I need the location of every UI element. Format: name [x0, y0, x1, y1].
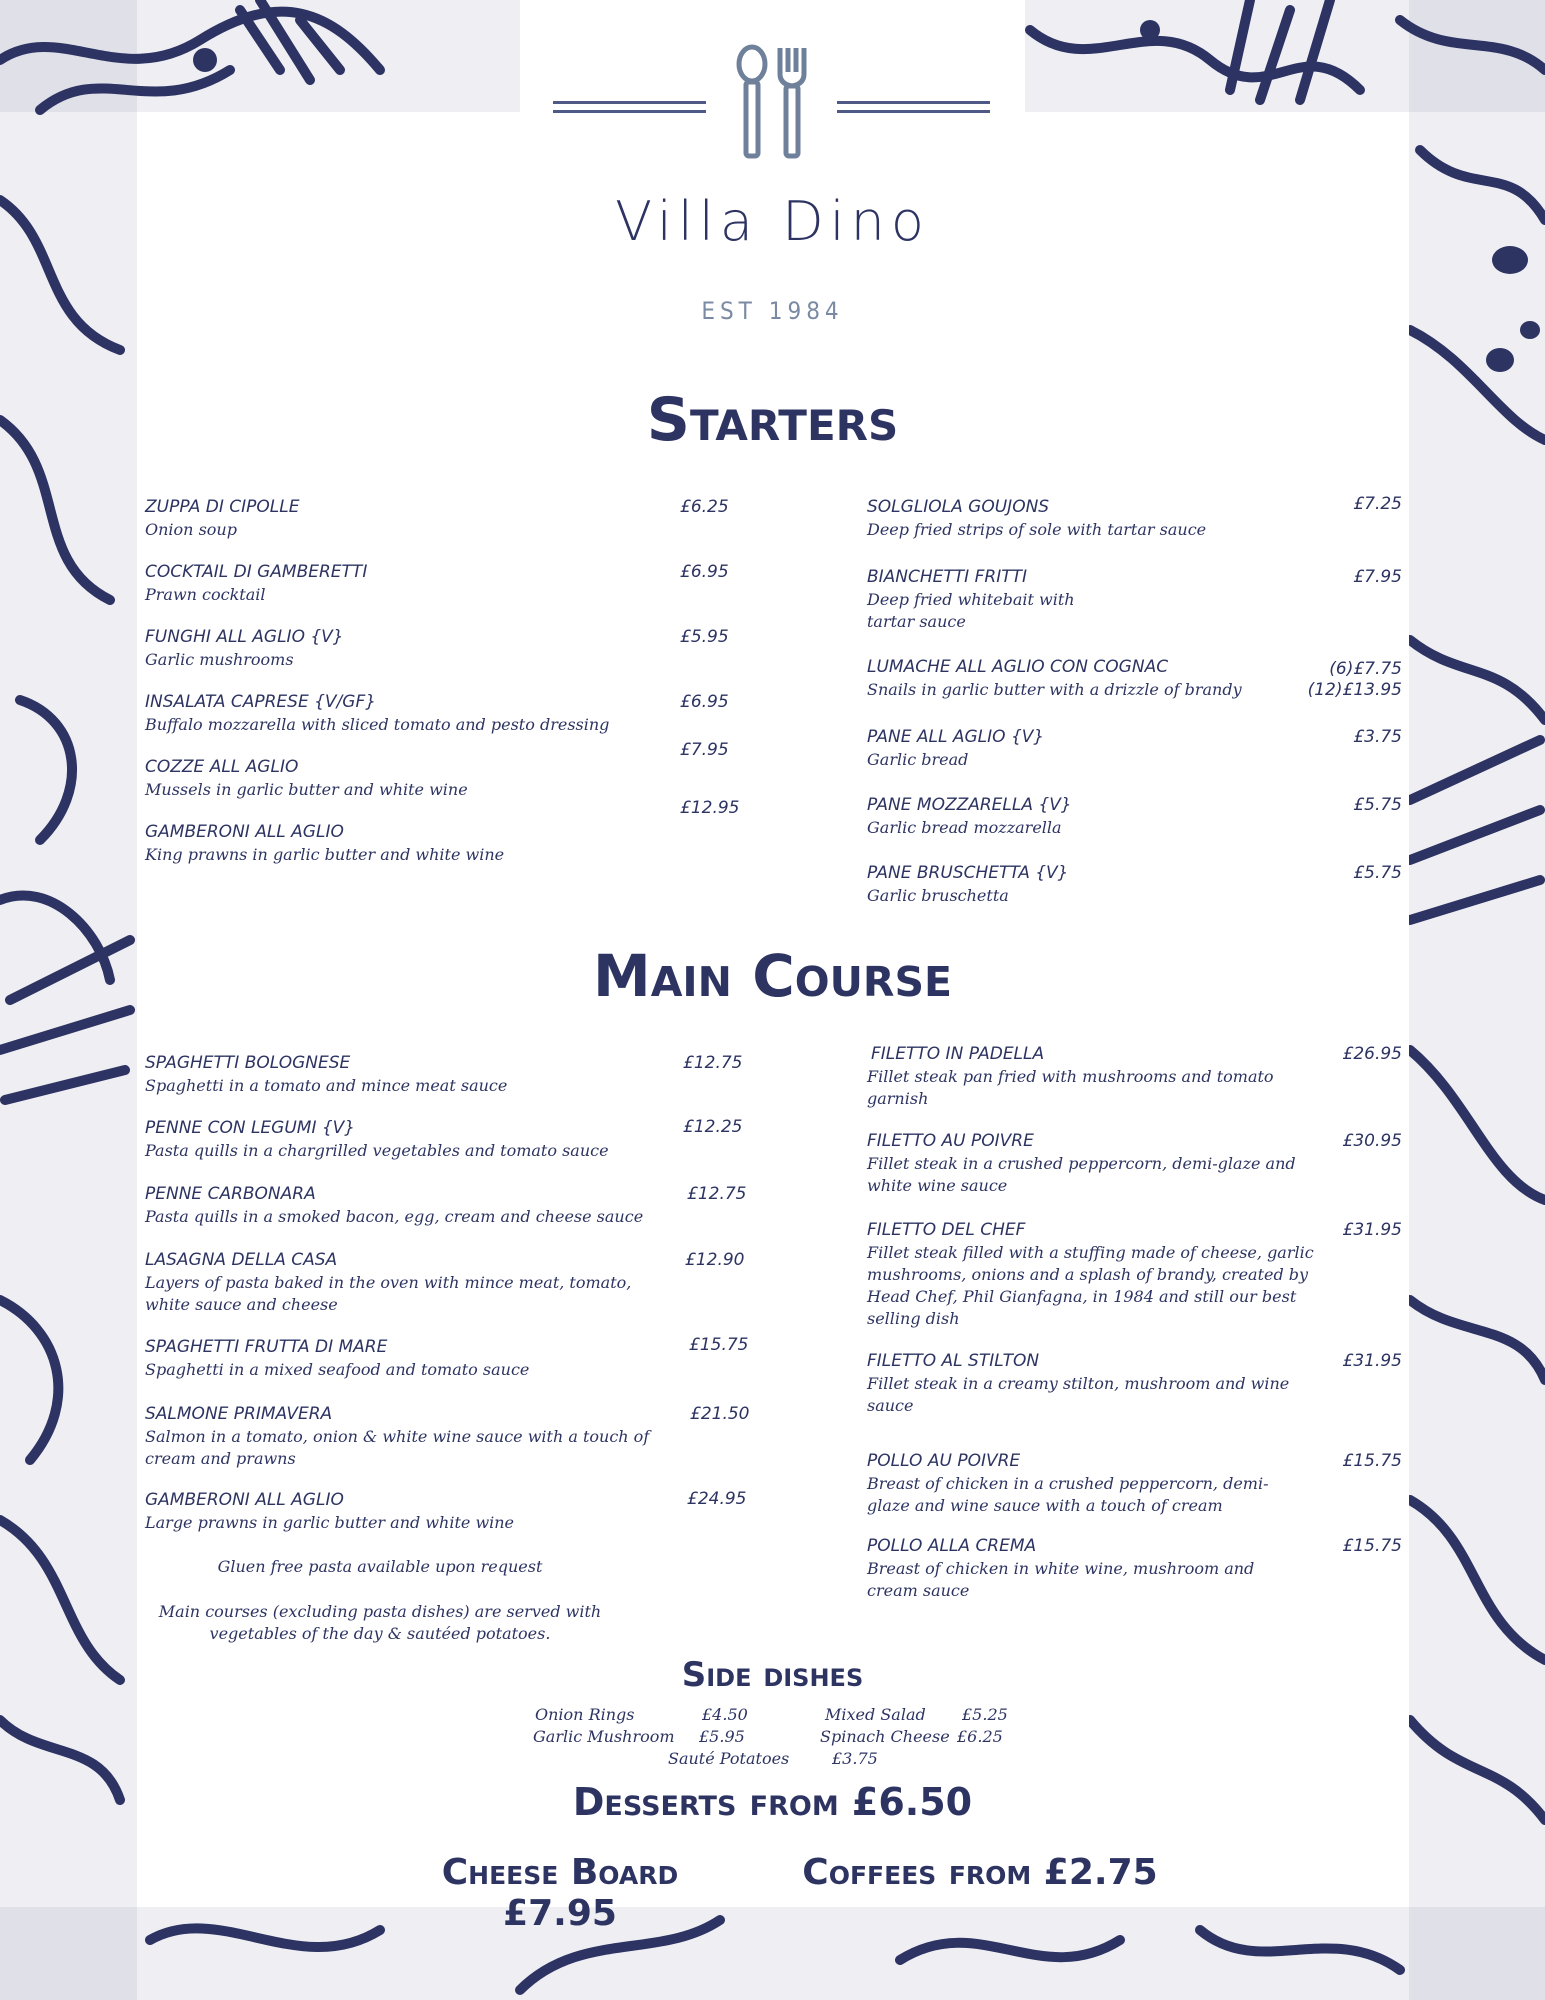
item-name: LUMACHE ALL AGLIO CON COGNAC [867, 657, 1169, 677]
item-description: King prawns in garlic butter and white wine [145, 845, 505, 864]
header-rule-left [553, 101, 706, 113]
side-dish-name: Mixed Salad [825, 1705, 926, 1724]
item-price-large: (12)£13.95 [1307, 680, 1402, 700]
item-name: POLLO ALLA CREMA [867, 1536, 1037, 1556]
item-price: £15.75 [689, 1335, 749, 1355]
restaurant-name: Villa Dino [615, 190, 930, 253]
item-price: £5.95 [680, 627, 729, 647]
side-dish-price: £4.50 [702, 1705, 748, 1724]
item-name: LASAGNA DELLA CASA [145, 1250, 338, 1270]
item-price: £30.95 [1342, 1131, 1402, 1151]
item-name: FUNGHI ALL AGLIO {V} [145, 627, 344, 647]
side-dish-price: £5.25 [962, 1705, 1008, 1724]
side-dish-name: Sauté Potatoes [668, 1749, 790, 1768]
item-name: PENNE CON LEGUMI {V} [145, 1118, 356, 1138]
item-description: Onion soup [145, 520, 237, 539]
item-name: BIANCHETTI FRITTI [867, 567, 1027, 587]
item-description: Fillet steak pan fried with mushrooms and tomato garnish [867, 1067, 1274, 1108]
cheese-board-heading: Cheese Board £7.95 [441, 1852, 679, 1934]
item-price: (6)£7.75 [1329, 659, 1402, 679]
item-price: £12.90 [685, 1250, 745, 1270]
item-price: £6.25 [680, 497, 729, 517]
item-name: FILETTO IN PADELLA [871, 1044, 1045, 1064]
item-description: Salmon in a tomato, onion & white wine sauce with a touch of cream and prawns [145, 1427, 650, 1468]
item-name: PANE ALL AGLIO {V} [867, 727, 1045, 747]
item-name: SALMONE PRIMAVERA [145, 1404, 333, 1424]
item-description: Breast of chicken in a crushed peppercorn, demi-glaze and wine sauce with a touch of cream [867, 1474, 1269, 1515]
coffees-heading: Coffees from £2.75 [802, 1852, 1158, 1893]
item-price: £12.95 [680, 798, 740, 818]
item-description: Garlic bread [867, 750, 969, 769]
item-description: Large prawns in garlic butter and white wine [145, 1513, 515, 1532]
item-description: Deep fried whitebait with tartar sauce [867, 590, 1075, 631]
item-name: ZUPPA DI CIPOLLE [145, 497, 300, 517]
item-description: Fillet steak filled with a stuffing made of cheese, garlic mushrooms, onions and a splash of brandy, created by Head Chef, Phil Gianfagna, in 1984 and still our best selling dish [867, 1243, 1314, 1328]
item-price: £12.75 [687, 1184, 747, 1204]
side-dishes-heading: Side dishes [681, 1655, 864, 1695]
item-price: £15.75 [1342, 1451, 1402, 1471]
item-price: £15.75 [1342, 1536, 1402, 1556]
item-name: FILETTO AL STILTON [867, 1351, 1040, 1371]
item-price: £7.25 [1353, 494, 1402, 514]
item-name: FILETTO AU POIVRE [867, 1131, 1034, 1151]
item-price: £26.95 [1342, 1044, 1402, 1064]
side-dish-price: £6.25 [957, 1727, 1003, 1746]
main-course-heading: Main Course [592, 942, 953, 1010]
item-price: £12.75 [683, 1053, 743, 1073]
item-description: Layers of pasta baked in the oven with mince meat, tomato, white sauce and cheese [145, 1273, 632, 1314]
item-name: SPAGHETTI BOLOGNESE [145, 1053, 351, 1073]
served-with-note: Main courses (excluding pasta dishes) are served with vegetables of the day & sautéed potatoes. [158, 1602, 602, 1643]
item-description: Garlic bruschetta [867, 886, 1009, 905]
side-dish-name: Spinach Cheese [820, 1727, 950, 1746]
item-name: POLLO AU POIVRE [867, 1451, 1021, 1471]
item-price: £5.75 [1353, 795, 1402, 815]
item-description: Fillet steak in a crushed peppercorn, demi-glaze and white wine sauce [867, 1154, 1296, 1195]
item-description: Buffalo mozzarella with sliced tomato and pesto dressing [145, 715, 610, 734]
item-price: £21.50 [690, 1404, 750, 1424]
side-dish-price: £5.95 [699, 1727, 745, 1746]
item-price: £3.75 [1353, 727, 1402, 747]
item-description: Prawn cocktail [145, 585, 266, 604]
gluten-free-note: Gluen free pasta available upon request [217, 1557, 543, 1576]
side-dish-price: £3.75 [832, 1749, 878, 1768]
side-dish-name: Onion Rings [535, 1705, 635, 1724]
item-description: Fillet steak in a creamy stilton, mushroom and wine sauce [867, 1374, 1290, 1415]
item-name: PANE MOZZARELLA {V} [867, 795, 1072, 815]
item-name: SPAGHETTI FRUTTA DI MARE [145, 1337, 388, 1357]
item-name: PENNE CARBONARA [145, 1184, 316, 1204]
item-description: Breast of chicken in white wine, mushroom and cream sauce [867, 1559, 1255, 1600]
desserts-heading: Desserts from £6.50 [572, 1780, 973, 1824]
item-price: £24.95 [687, 1489, 747, 1509]
item-name: COZZE ALL AGLIO [145, 757, 299, 777]
item-name: GAMBERONI ALL AGLIO [145, 1490, 344, 1510]
item-price: £6.95 [680, 692, 729, 712]
item-description: Garlic mushrooms [145, 650, 294, 669]
item-description: Pasta quills in a chargrilled vegetables and tomato sauce [145, 1141, 609, 1160]
item-name: COCKTAIL DI GAMBERETTI [145, 562, 368, 582]
item-name: GAMBERONI ALL AGLIO [145, 822, 344, 842]
item-name: INSALATA CAPRESE {V/GF} [145, 692, 377, 712]
cutlery-icon [732, 44, 814, 160]
item-price: £12.25 [683, 1117, 743, 1137]
side-dish-name: Garlic Mushroom [533, 1727, 675, 1746]
item-description: Pasta quills in a smoked bacon, egg, cream and cheese sauce [145, 1207, 644, 1226]
established-year: EST 1984 [701, 297, 844, 325]
item-price: £7.95 [1353, 567, 1402, 587]
item-description: Spaghetti in a tomato and mince meat sauce [145, 1076, 508, 1095]
item-name: FILETTO DEL CHEF [867, 1220, 1026, 1240]
item-price: £7.95 [680, 740, 729, 760]
item-price: £31.95 [1342, 1220, 1402, 1240]
item-price: £5.75 [1353, 863, 1402, 883]
item-description: Mussels in garlic butter and white wine [145, 780, 468, 799]
starters-heading: Starters [646, 385, 899, 455]
item-description: Garlic bread mozzarella [867, 818, 1062, 837]
item-description: Snails in garlic butter with a drizzle of brandy [867, 680, 1242, 699]
header-rule-right [837, 101, 990, 113]
item-name: PANE BRUSCHETTA {V} [867, 863, 1069, 883]
item-price: £6.95 [680, 562, 729, 582]
item-name: SOLGLIOLA GOUJONS [867, 497, 1050, 517]
item-description: Spaghetti in a mixed seafood and tomato sauce [145, 1360, 530, 1379]
item-description: Deep fried strips of sole with tartar sauce [867, 520, 1207, 539]
item-price: £31.95 [1342, 1351, 1402, 1371]
